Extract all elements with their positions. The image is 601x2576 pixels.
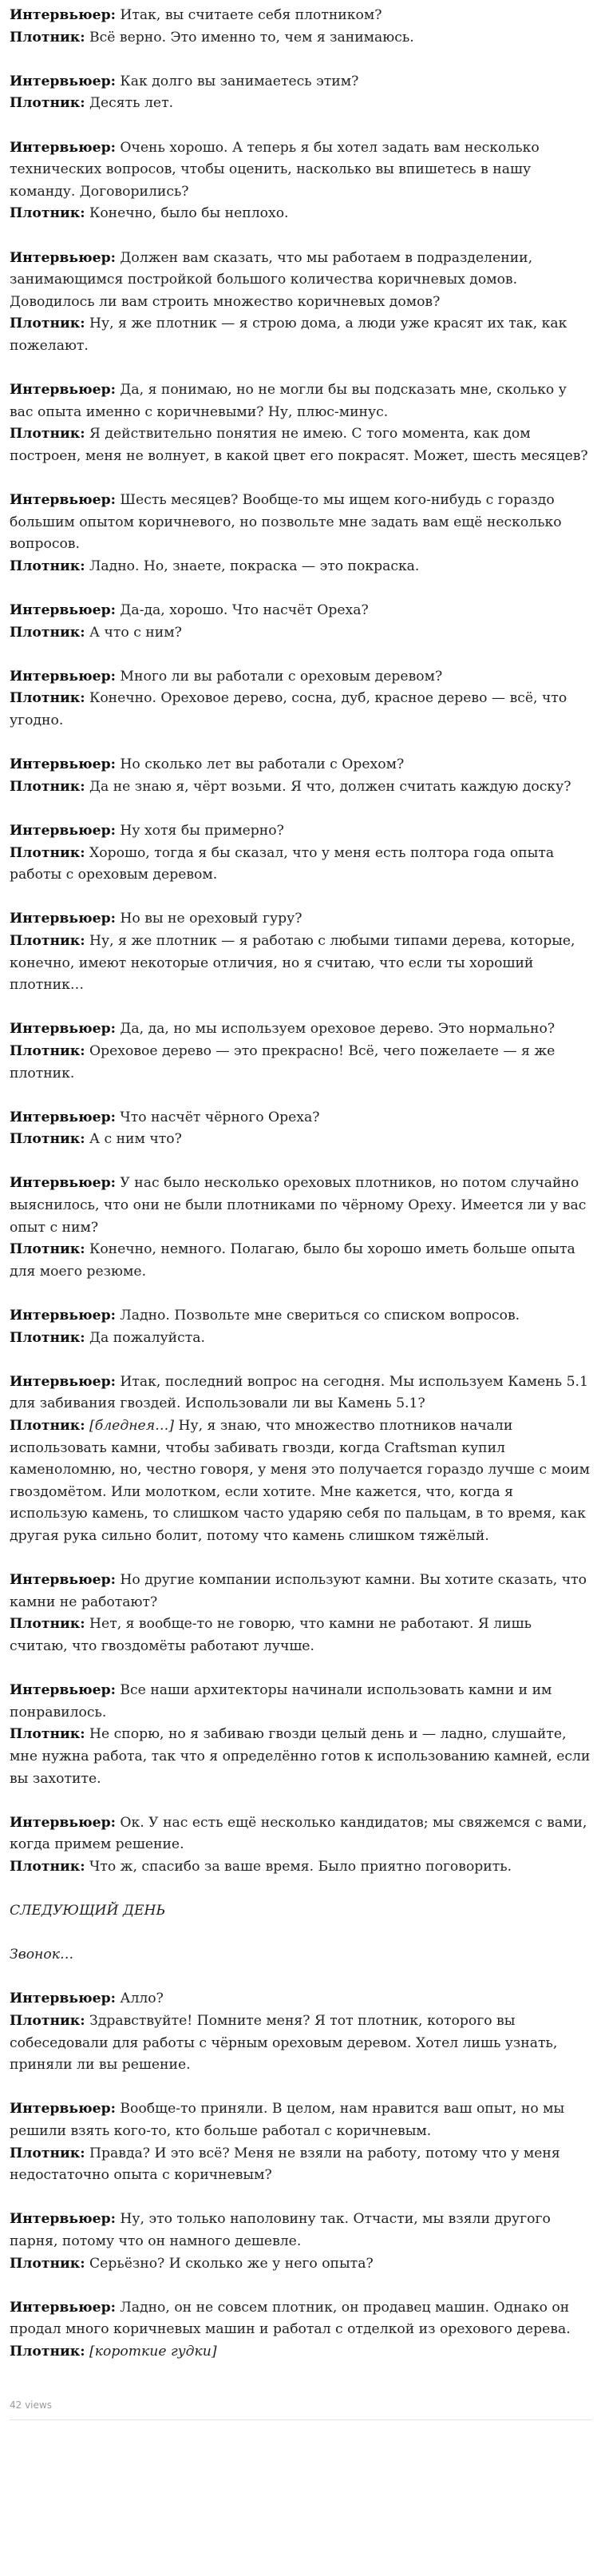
- line-text: Шесть месяцев? Вообще-то мы ищем кого-нибудь с гораздо большим опытом коричневого, но позвольте мне задать вам ещё несколько вопросов.: [10, 492, 562, 553]
- line-text: Да-да, хорошо. Что насчёт Ореха?: [120, 602, 369, 619]
- line-text: Ладно. Но, знаете, покраска — это покраска.: [89, 558, 420, 574]
- dialogue-exchange: [10, 908, 591, 996]
- carpenter-line: [10, 556, 591, 578]
- carpenter-line: [10, 2143, 591, 2187]
- interviewer-line: [10, 1680, 591, 1724]
- dialogue-exchange: [10, 1107, 591, 1151]
- interviewer-line: [10, 379, 591, 423]
- line-text: У нас было несколько ореховых плотников, но потом случайно выяснилось, что они не были плотниками по чёрному Ореху. Имеется ли у вас опыт с ним?: [10, 1175, 587, 1236]
- speaker-label: Плотник:: [10, 29, 85, 46]
- line-text: Итак, последний вопрос на сегодня. Мы используем Камень 5.1 для забивания гвоздей. Использовали ли вы Камень 5.1?: [10, 1373, 588, 1412]
- speaker-label: Интервьюер:: [10, 2299, 116, 2316]
- line-text: Всё верно. Это именно то, чем я занимаюсь.: [89, 29, 414, 46]
- interviewer-line: [10, 1371, 591, 1415]
- speaker-label: Плотник:: [10, 2255, 85, 2272]
- carpenter-line: [10, 27, 591, 50]
- dialogue-exchange: [10, 2209, 591, 2275]
- speaker-label: Интервьюер:: [10, 756, 116, 773]
- speaker-label: Плотник:: [10, 844, 85, 861]
- carpenter-line: [10, 1328, 591, 1350]
- speaker-label: Плотник:: [10, 1858, 85, 1875]
- stage-direction: [короткие гудки]: [89, 2343, 217, 2360]
- dialogue-exchange: [10, 1570, 591, 1657]
- carpenter-line: [10, 776, 591, 799]
- interviewer-line: [10, 2098, 591, 2142]
- speaker-label: Интервьюер:: [10, 911, 116, 927]
- line-text: Я действительно понятия не имею. С того момента, как дом построен, меня не волнует, в какой цвет его покрасят. Может, шесть месяцев?: [10, 426, 588, 464]
- carpenter-line: [10, 1239, 591, 1283]
- interviewer-line: [10, 1570, 591, 1613]
- interviewer-line: [10, 1305, 591, 1328]
- line-text: Итак, вы считаете себя плотником?: [120, 7, 382, 23]
- dialogue-exchange: [10, 490, 591, 578]
- dialogue-exchange: [10, 1173, 591, 1283]
- carpenter-line: [10, 2010, 591, 2077]
- line-text: Конечно. Ореховое дерево, сосна, дуб, красное дерево — всё, что угодно.: [10, 690, 567, 728]
- interviewer-line: [10, 1812, 591, 1856]
- speaker-label: Интервьюер:: [10, 1682, 116, 1699]
- line-text: А с ним что?: [89, 1131, 182, 1148]
- speaker-label: Плотник:: [10, 1726, 85, 1743]
- carpenter-line: [10, 313, 591, 357]
- dialogue-exchange: [10, 71, 591, 115]
- interviewer-line: [10, 1018, 591, 1041]
- speaker-label: Интервьюер:: [10, 602, 116, 619]
- line-text: Ладно. Позвольте мне свериться со списком вопросов.: [120, 1308, 520, 1324]
- carpenter-line: [10, 423, 591, 467]
- dialogue-exchange: [10, 666, 591, 732]
- speaker-label: Плотник:: [10, 624, 85, 641]
- carpenter-line: [10, 688, 591, 732]
- interviewer-line: [10, 908, 591, 931]
- speaker-label: Интервьюер:: [10, 7, 116, 23]
- dialogue-part-1: [10, 5, 591, 1878]
- speaker-label: Интервьюер:: [10, 1175, 116, 1192]
- speaker-label: Плотник:: [10, 95, 85, 112]
- speaker-label: Интервьюер:: [10, 1814, 116, 1831]
- carpenter-line: [10, 203, 591, 225]
- line-text: Много ли вы работали с ореховым деревом?: [120, 668, 443, 685]
- interviewer-line: [10, 1107, 591, 1129]
- speaker-label: Интервьюер:: [10, 492, 116, 509]
- interviewer-line: [10, 600, 591, 622]
- carpenter-line: [10, 931, 591, 997]
- interviewer-line: [10, 5, 591, 27]
- dialogue-exchange: [10, 2098, 591, 2186]
- line-text: Конечно, немного. Полагаю, было бы хорошо иметь больше опыта для моего резюме.: [10, 1241, 575, 1280]
- line-text: Да, да, но мы используем ореховое дерево. Это нормально?: [120, 1021, 556, 1038]
- speaker-label: Плотник:: [10, 2145, 85, 2161]
- line-text: Все наши архитекторы начинали использовать камни и им понравилось.: [10, 1682, 552, 1721]
- speaker-label: Плотник:: [10, 1131, 85, 1148]
- speaker-label: Плотник:: [10, 2013, 85, 2030]
- line-text: Ну, я же плотник — я строю дома, а люди уже красят их так, как пожелают.: [10, 316, 567, 354]
- speaker-label: Интервьюер:: [10, 1991, 116, 2007]
- dialogue-exchange: [10, 1680, 591, 1790]
- speaker-label: Интервьюер:: [10, 822, 116, 839]
- speaker-label: Интервьюер:: [10, 2211, 116, 2228]
- line-text: Ну, это только наполовину так. Отчасти, мы взяли другого парня, потому что он намного дешевле.: [10, 2211, 551, 2249]
- interviewer-line: [10, 2209, 591, 2253]
- dialogue-exchange: [10, 1018, 591, 1085]
- speaker-label: Интервьюер:: [10, 1308, 116, 1324]
- line-text: Ну, я же плотник — я работаю с любыми типами дерева, которые, конечно, имеют некоторые отличия, но я считаю, что если ты хороший плотник…: [10, 932, 575, 994]
- speaker-label: Плотник:: [10, 426, 85, 443]
- speaker-label: Интервьюер:: [10, 139, 116, 156]
- dialogue-part-2: [10, 1988, 591, 2363]
- dialogue-exchange: [10, 137, 591, 225]
- line-text: Что насчёт чёрного Ореха?: [120, 1109, 320, 1125]
- carpenter-line: [10, 1724, 591, 1790]
- line-text: Серьёзно? И сколько же у него опыта?: [89, 2255, 374, 2272]
- stage-direction: [бледнея…]: [89, 1418, 175, 1434]
- speaker-label: Интервьюер:: [10, 382, 116, 399]
- interviewer-line: [10, 820, 591, 843]
- carpenter-line: [10, 2253, 591, 2276]
- line-text: Ладно, он не совсем плотник, он продавец машин. Однако он продал много коричневых машин и работал с отделкой из орехового дерева.: [10, 2299, 571, 2338]
- carpenter-line: [10, 1041, 591, 1085]
- speaker-label: Плотник:: [10, 1616, 85, 1633]
- speaker-label: Плотник:: [10, 690, 85, 707]
- interviewer-line: [10, 248, 591, 314]
- interviewer-line: [10, 1988, 591, 2010]
- line-text: Как долго вы занимаетесь этим?: [120, 73, 359, 89]
- speaker-label: Плотник:: [10, 558, 85, 574]
- speaker-label: Плотник:: [10, 1418, 85, 1434]
- dialogue-exchange: [10, 1988, 591, 2076]
- speaker-label: Интервьюер:: [10, 1109, 116, 1125]
- dialogue-exchange: [10, 5, 591, 49]
- line-text: Здравствуйте! Помните меня? Я тот плотник, которого вы собеседовали для работы с чёрным ореховым деревом. Хотел лишь узнать, приняли ли вы решение.: [10, 2013, 558, 2074]
- line-text: Ореховое дерево — это прекрасно! Всё, чего пожелаете — я же плотник.: [10, 1042, 556, 1082]
- carpenter-line: [10, 1415, 591, 1548]
- line-text: Но вы не ореховый гуру?: [120, 911, 302, 927]
- interviewer-line: [10, 2297, 591, 2341]
- interviewer-line: [10, 1173, 591, 1239]
- carpenter-line: [10, 2341, 591, 2364]
- line-text: Хорошо, тогда я бы сказал, что у меня есть полтора года опыта работы с ореховым деревом.: [10, 844, 555, 883]
- line-text: Да пожалуйста.: [89, 1329, 205, 1346]
- line-text: Конечно, было бы неплохо.: [89, 205, 289, 222]
- line-text: Ну хотя бы примерно?: [120, 822, 284, 839]
- speaker-label: Интервьюер:: [10, 668, 116, 685]
- dialogue-exchange: [10, 754, 591, 798]
- line-text: Должен вам сказать, что мы работаем в подразделении, занимающимся постройкой большого количества коричневых домов. Доводилось ли вам строить множество коричневых домов?: [10, 249, 533, 310]
- speaker-label: Интервьюер:: [10, 1572, 116, 1589]
- speaker-label: Интервьюер:: [10, 249, 116, 266]
- dialogue-exchange: [10, 248, 591, 358]
- call-note: Звонок…: [10, 1947, 74, 1963]
- next-day-heading: СЛЕДУЮЩИЙ ДЕНЬ: [10, 1903, 166, 1919]
- dialogue-exchange: [10, 1305, 591, 1349]
- speaker-label: Плотник:: [10, 932, 85, 949]
- line-text: Десять лет.: [89, 95, 174, 112]
- interviewer-line: [10, 71, 591, 93]
- interviewer-line: [10, 137, 591, 204]
- line-text: Очень хорошо. А теперь я бы хотел задать вам несколько технических вопросов, чтобы оценить, насколько вы впишетесь в нашу команду. Договорились?: [10, 139, 540, 200]
- speaker-label: Плотник:: [10, 1241, 85, 1258]
- line-text: Вообще-то приняли. В целом, нам нравится ваш опыт, но мы решили взять кого-то, кто больше работал с коричневым.: [10, 2101, 565, 2139]
- dialogue-exchange: [10, 1812, 591, 1879]
- carpenter-line: [10, 1129, 591, 1151]
- line-text: Что ж, спасибо за ваше время. Было приятно поговорить.: [89, 1858, 512, 1875]
- line-text: Ок. У нас есть ещё несколько кандидатов; мы свяжемся с вами, когда примем решение.: [10, 1814, 587, 1853]
- carpenter-line: [10, 1613, 591, 1657]
- speaker-label: Плотник:: [10, 316, 85, 332]
- speaker-label: Плотник:: [10, 778, 85, 795]
- carpenter-line: [10, 843, 591, 887]
- carpenter-line: [10, 622, 591, 645]
- speaker-label: Плотник:: [10, 1329, 85, 1346]
- speaker-label: Интервьюер:: [10, 1373, 116, 1390]
- speaker-label: Интервьюер:: [10, 73, 116, 89]
- speaker-label: Плотник:: [10, 205, 85, 222]
- line-text: Да не знаю я, чёрт возьми. Я что, должен считать каждую доску?: [89, 778, 571, 795]
- carpenter-line: [10, 93, 591, 115]
- speaker-label: Плотник:: [10, 2343, 85, 2360]
- dialogue-exchange: [10, 600, 591, 644]
- interviewer-line: [10, 666, 591, 689]
- speaker-label: Интервьюер:: [10, 2101, 116, 2118]
- line-text: Да, я понимаю, но не могли бы вы подсказать мне, сколько у вас опыта именно с коричневыми? Ну, плюс-минус.: [10, 382, 567, 420]
- divider: [10, 2419, 591, 2420]
- dialogue-exchange: [10, 1371, 591, 1548]
- line-text: Но сколько лет вы работали с Орехом?: [120, 756, 405, 773]
- dialogue-exchange: [10, 2297, 591, 2364]
- speaker-label: Интервьюер:: [10, 1021, 116, 1038]
- interviewer-line: [10, 754, 591, 776]
- speaker-label: Плотник:: [10, 1042, 85, 1059]
- line-text: Не спорю, но я забиваю гвозди целый день и — ладно, слушайте, мне нужна работа, так что я определённо готов к использованию камней, если вы захотите.: [10, 1726, 591, 1787]
- line-text: Правда? И это всё? Меня не взяли на работу, потому что у меня недостаточно опыта с коричневым?: [10, 2145, 560, 2184]
- line-text: Нет, я вообще-то не говорю, что камни не работают. Я лишь считаю, что гвоздомёты работают лучше.: [10, 1616, 532, 1654]
- line-text: Ну, я знаю, что множество плотников начали использовать камни, чтобы забивать гвозди, когда Craftsman купил каменоломню, но, честно говоря, у меня это получается гораздо лучше с моим гвоздомётом. Или молотком, если хотите. Мне кажется, что, когда я использую камень, то слишком часто ударяю себя по пальцам, в то время, как другая рука сильно болит, потому что камень слишком тяжёлый.: [10, 1418, 591, 1544]
- interviewer-line: [10, 490, 591, 556]
- dialogue-exchange: [10, 820, 591, 887]
- line-text: А что с ним?: [89, 624, 182, 641]
- view-count: 42 views: [10, 2399, 52, 2411]
- dialogue-exchange: [10, 379, 591, 467]
- line-text: Но другие компании используют камни. Вы хотите сказать, что камни не работают?: [10, 1572, 587, 1610]
- line-text: Алло?: [120, 1991, 164, 2007]
- carpenter-line: [10, 1856, 591, 1879]
